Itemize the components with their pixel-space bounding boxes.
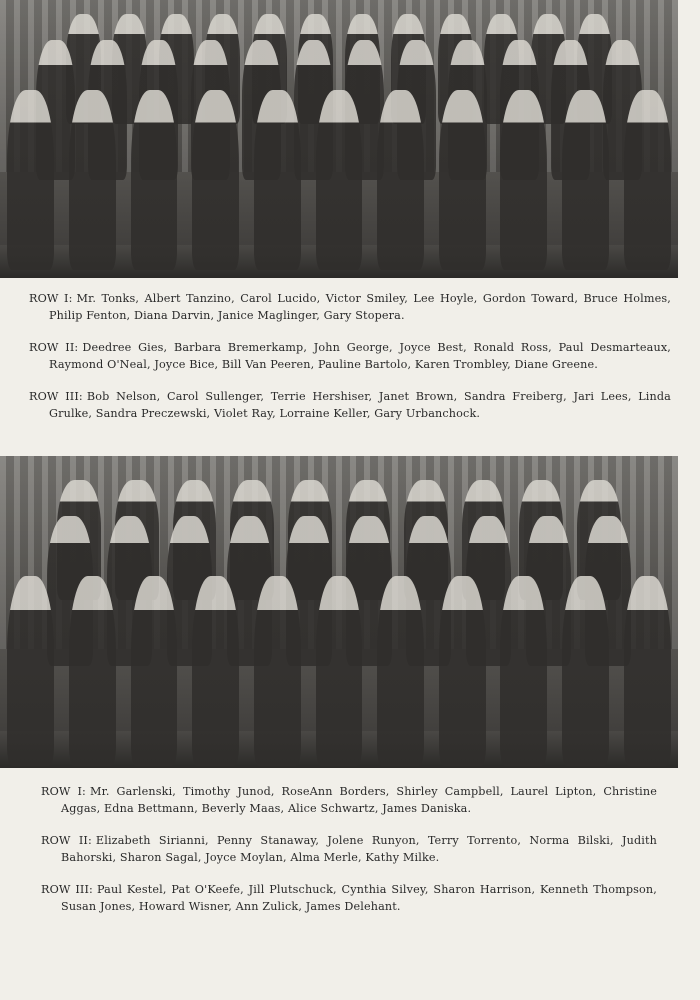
student-silhouette (7, 90, 54, 270)
student-silhouette (192, 576, 239, 766)
student-silhouette (254, 90, 301, 270)
student-silhouette (69, 576, 116, 766)
row-label: ROW I: (29, 292, 73, 305)
caption-row-1 (29, 291, 671, 324)
row-names: Mr. Garlenski, Timothy Junod, RoseAnn Borders, Shirley Campbell, Laurel Lipton, Christine Aggas, Edna Bettmann, Beverly Maas, Alice Schwartz, James Daniska. (61, 785, 658, 815)
row-label: ROW III: (29, 390, 83, 403)
student-silhouette (69, 90, 116, 270)
student-silhouette (562, 576, 609, 766)
row-label: ROW III: (41, 883, 93, 896)
student-silhouette (624, 576, 671, 766)
caption-row-2 (41, 833, 657, 866)
student-silhouette (254, 576, 301, 766)
row-label: ROW II: (41, 834, 92, 847)
student-silhouette (131, 90, 178, 270)
caption-top (29, 291, 671, 422)
row-label: ROW II: (29, 341, 79, 354)
student-silhouette (377, 90, 424, 270)
student-silhouette (377, 576, 424, 766)
student-silhouette (624, 90, 671, 270)
row-names: Mr. Tonks, Albert Tanzino, Carol Lucido, Victor Smiley, Lee Hoyle, Gordon Toward, Bruce Holmes, Philip Fenton, Diana Darvin, Janice Maglinger, Gary Stopera. (49, 292, 671, 322)
row-label: ROW I: (41, 785, 86, 798)
row-names: Deedree Gies, Barbara Bremerkamp, John George, Joyce Best, Ronald Ross, Paul Desmarteaux, Raymond O'Neal, Joyce Bice, Bill Van Peeren, Pauline Bartolo, Karen Trombley, Diane Greene. (49, 341, 672, 371)
class-photo-bottom (0, 456, 678, 768)
caption-row-1 (41, 784, 657, 817)
student-silhouette (500, 90, 547, 270)
student-silhouette (439, 576, 486, 766)
caption-row-2 (29, 340, 671, 373)
caption-row-3 (29, 389, 671, 422)
row-names: Bob Nelson, Carol Sullenger, Terrie Hershiser, Janet Brown, Sandra Freiberg, Jari Lees, Linda Grulke, Sandra Preczewski, Violet Ray, Lorraine Keller, Gary Urbanchock. (49, 390, 671, 420)
student-silhouette (316, 90, 363, 270)
student-silhouette (192, 90, 239, 270)
row-names: Paul Kestel, Pat O'Keefe, Jill Plutschuck, Cynthia Silvey, Sharon Harrison, Kenneth Thompson, Susan Jones, Howard Wisner, Ann Zulick, James Delehant. (61, 883, 657, 913)
student-silhouette (131, 576, 178, 766)
row-names: Elizabeth Sirianni, Penny Stanaway, Jolene Runyon, Terry Torrento, Norma Bilski, Judith Bahorski, Sharon Sagal, Joyce Moylan, Alma Merle, Kathy Milke. (61, 834, 657, 864)
class-photo-top (0, 0, 678, 278)
student-silhouette (316, 576, 363, 766)
student-silhouette (500, 576, 547, 766)
student-silhouette (7, 576, 54, 766)
caption-row-3 (41, 882, 657, 915)
student-silhouette (439, 90, 486, 270)
student-silhouette (562, 90, 609, 270)
caption-bottom (41, 784, 657, 915)
